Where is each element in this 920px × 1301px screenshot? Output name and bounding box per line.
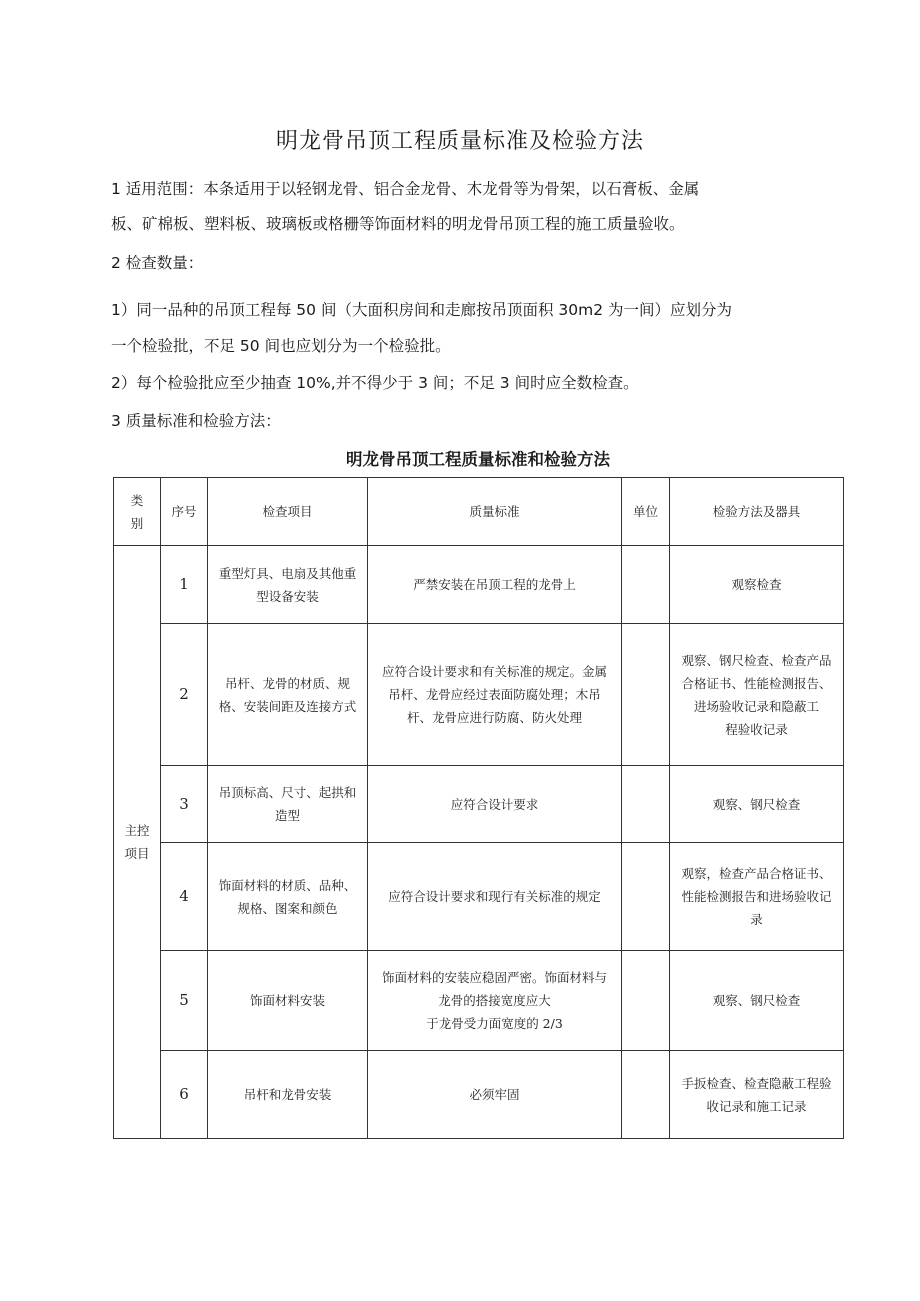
standard-cell (368, 843, 622, 951)
sampling-rule-paragraph: 2）每个检验批应至少抽查 10%,并不得少于 3 间；不足 3 间时应全数检查。 (111, 374, 639, 392)
method-cell-line: 程验收记录 (725, 721, 788, 737)
header-category-line: 别 (130, 515, 144, 531)
header-category (114, 478, 161, 546)
standard-cell-line: 于龙骨受力面宽度的 2/3 (426, 1016, 563, 1031)
item-cell (208, 951, 368, 1051)
item-cell (208, 843, 368, 951)
row-number: 2 (161, 624, 208, 766)
standard-cell (368, 766, 622, 843)
header-item: 检查项目 (208, 478, 368, 546)
item-cell (208, 624, 368, 766)
item-cell-line: 饰面材料的材质、品种、 (218, 877, 357, 893)
method-cell-line: 观察、钢尺检查、检查产品 (681, 652, 832, 668)
row-number: 3 (161, 766, 208, 843)
method-cell-line: 观察、钢尺检查 (712, 796, 801, 812)
table-header-row (114, 478, 844, 546)
method-cell (670, 1051, 844, 1139)
table-body (114, 546, 844, 1139)
item-cell (208, 546, 368, 624)
method-cell-line: 观察检查 (731, 577, 782, 592)
document-title: 明龙骨吊顶工程质量标准及检验方法 (275, 129, 644, 154)
header-no: 序号 (161, 478, 208, 546)
table-row (114, 766, 844, 843)
unit-cell (622, 546, 670, 624)
standards-heading: 3 质量标准和检验方法： (111, 412, 281, 430)
inspection-quantity-heading: 2 检查数量： (111, 254, 204, 272)
unit-cell (622, 624, 670, 766)
table-row (114, 624, 844, 766)
standard-cell-line: 吊杆、龙骨应经过表面防腐处理；木吊 (388, 687, 601, 702)
table-row (114, 546, 844, 624)
standard-cell-line: 应符合设计要求和有关标准的规定。金属 (381, 664, 607, 679)
item-cell-line: 重型灯具、电扇及其他重 (218, 565, 357, 581)
standard-cell-line: 应符合设计要求 (450, 796, 539, 812)
method-cell-line: 合格证书、性能检测报告、 (681, 675, 832, 691)
batch-rule-paragraph (111, 292, 831, 364)
table-title: 明龙骨吊顶工程质量标准和检验方法 (346, 450, 610, 469)
standard-cell-line: 应符合设计要求和现行有关标准的规定 (388, 889, 601, 904)
row-number: 4 (161, 843, 208, 951)
header-category-line: 类 (130, 492, 144, 508)
item-cell-line: 型设备安装 (256, 588, 319, 604)
method-cell-line: 观察、钢尺检查 (712, 993, 801, 1008)
standard-cell-line: 严禁安装在吊顶工程的龙骨上 (413, 577, 576, 592)
method-cell-line: 手扳检查、检查隐蔽工程验 (681, 1075, 832, 1091)
method-cell-line: 观察，检查产品合格证书、 (681, 866, 832, 881)
unit-cell (622, 843, 670, 951)
standard-cell (368, 624, 622, 766)
table-row (114, 843, 844, 951)
method-cell-line: 录 (750, 912, 763, 927)
standard-cell-line: 饰面材料的安装应稳固严密。饰面材料与 (381, 970, 607, 985)
method-cell-line: 性能检测报告和进场验收记 (681, 889, 832, 904)
header-standard: 质量标准 (368, 478, 622, 546)
scope-line-1: 1 适用范围：本条适用于以轻钢龙骨、铝合金龙骨、木龙骨等为骨架，以石膏板、金属 (111, 180, 700, 198)
item-cell (208, 1051, 368, 1139)
method-cell (670, 951, 844, 1051)
table-row (114, 951, 844, 1051)
standard-cell (368, 1051, 622, 1139)
row-number: 1 (161, 546, 208, 624)
batch-rule-line-2: 一个检验批，不足 50 间也应划分为一个检验批。 (111, 337, 451, 355)
table-row (114, 1051, 844, 1139)
method-cell (670, 624, 844, 766)
quality-standard-table (113, 477, 844, 1139)
item-cell-line: 造型 (274, 808, 300, 823)
header-unit: 单位 (622, 478, 670, 546)
item-cell-line: 吊杆、龙骨的材质、规 (224, 675, 350, 691)
method-cell (670, 843, 844, 951)
standard-cell (368, 951, 622, 1051)
item-cell-line: 吊杆和龙骨安装 (243, 1087, 332, 1102)
item-cell (208, 766, 368, 843)
batch-rule-line-1: 1）同一品种的吊顶工程每 50 间（大面积房间和走廊按吊顶面积 30m2 为一间）应划分为 (111, 301, 732, 319)
category-line: 主控 (124, 823, 150, 838)
scope-line-2: 板、矿棉板、塑料板、玻璃板或格栅等饰面材料的明龙骨吊顶工程的施工质量验收。 (111, 215, 685, 233)
method-cell-line: 收记录和施工记录 (706, 1098, 807, 1114)
scope-paragraph (111, 172, 831, 242)
item-cell-line: 吊顶标高、尺寸、起拱和 (218, 785, 357, 800)
row-number: 5 (161, 951, 208, 1051)
category-cell (114, 546, 161, 1139)
item-cell-line: 格、安装间距及连接方式 (218, 698, 357, 714)
item-cell-line: 规格、图案和颜色 (237, 900, 338, 916)
standard-cell-line: 必须牢固 (469, 1087, 520, 1102)
method-cell-line: 进场验收记录和隐蔽工 (693, 698, 819, 714)
method-cell (670, 766, 844, 843)
unit-cell (622, 1051, 670, 1139)
unit-cell (622, 951, 670, 1051)
unit-cell (622, 766, 670, 843)
category-line: 项目 (124, 846, 150, 861)
standard-cell-line: 龙骨的搭接宽度应大 (438, 993, 551, 1008)
standard-cell (368, 546, 622, 624)
method-cell (670, 546, 844, 624)
row-number: 6 (161, 1051, 208, 1139)
header-method: 检验方法及器具 (670, 478, 844, 546)
standard-cell-line: 杆、龙骨应进行防腐、防火处理 (406, 710, 582, 725)
item-cell-line: 饰面材料安装 (249, 993, 325, 1008)
